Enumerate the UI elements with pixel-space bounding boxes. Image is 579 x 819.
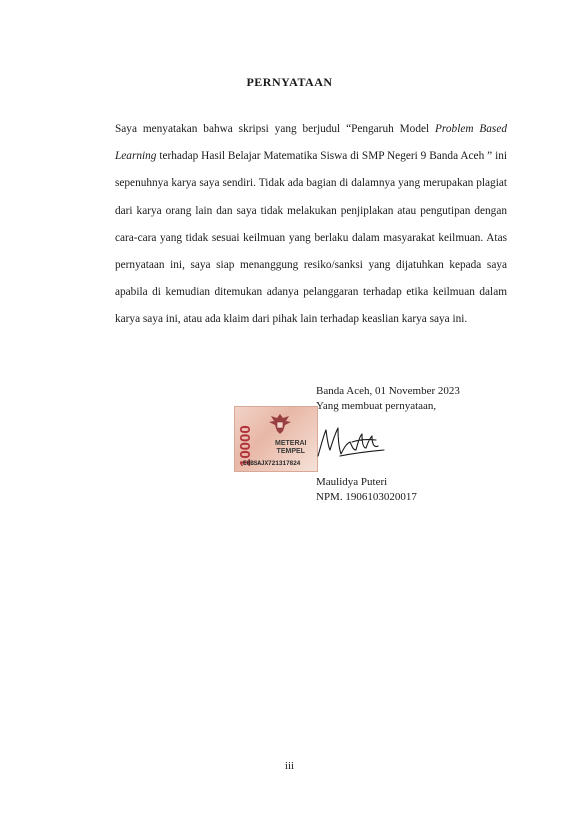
paragraph-line bbox=[115, 143, 507, 170]
text-segment: apabila di kemudian ditemukan adanya pelanggaran terhadap etika keilmuan dalam bbox=[115, 286, 507, 299]
text-segment: cara-cara yang tidak sesuai keilmuan yang berlaku dalam masyarakat keilmuan. Atas bbox=[115, 231, 507, 244]
signer-name: Maulidya Puteri bbox=[316, 476, 388, 488]
signer-npm: NPM. 1906103020017 bbox=[316, 491, 417, 503]
document-title: PERNYATAAN bbox=[246, 75, 333, 89]
text-segment: Saya menyatakan bahwa skripsi yang berjudul “Pengaruh Model bbox=[115, 123, 436, 135]
paragraph-line bbox=[115, 279, 507, 306]
stamp-label-line1: METERAI bbox=[275, 440, 307, 447]
text-segment: terhadap Hasil Belajar Matematika Siswa di SMP Negeri 9 Banda Aceh ” ini bbox=[156, 150, 507, 163]
text-segment: karya saya ini, atau ada klaim dari pihak lain terhadap keaslian karya saya ini. bbox=[115, 313, 468, 326]
text-segment: pernyataan ini, saya siap menanggung resiko/sanksi yang dijatuhkan kepada saya bbox=[115, 258, 507, 271]
italic-term: Learning bbox=[115, 150, 157, 163]
signature-icon bbox=[300, 412, 390, 467]
paragraph-line bbox=[115, 198, 507, 225]
text-segment: dari karya orang lain dan saya tidak melakukan penjiplakan atau pengutipan dengan bbox=[115, 204, 507, 217]
stamp-value: 10000 bbox=[237, 425, 254, 467]
text-segment: sepenuhnya karya saya sendiri. Tidak ada bagian di dalamnya yang merupakan plagiat bbox=[115, 177, 507, 190]
place-date: Banda Aceh, 01 November 2023 bbox=[316, 385, 460, 397]
stamp-serial: E8BSAJX721317824 bbox=[243, 460, 301, 467]
maker-label: Yang membuat pernyataan, bbox=[316, 400, 437, 412]
stamp-label-line2: TEMPEL bbox=[276, 448, 305, 455]
statement-paragraph bbox=[115, 116, 507, 334]
garuda-emblem-icon bbox=[265, 411, 295, 437]
signature-block bbox=[316, 384, 460, 503]
paragraph-line bbox=[115, 225, 507, 252]
signer-info bbox=[316, 475, 417, 505]
paragraph-line bbox=[115, 116, 507, 143]
paragraph-line bbox=[115, 306, 507, 333]
paragraph-line bbox=[115, 252, 507, 279]
page-number: iii bbox=[284, 760, 295, 772]
italic-term: Problem Based bbox=[435, 123, 507, 135]
paragraph-line bbox=[115, 170, 507, 197]
